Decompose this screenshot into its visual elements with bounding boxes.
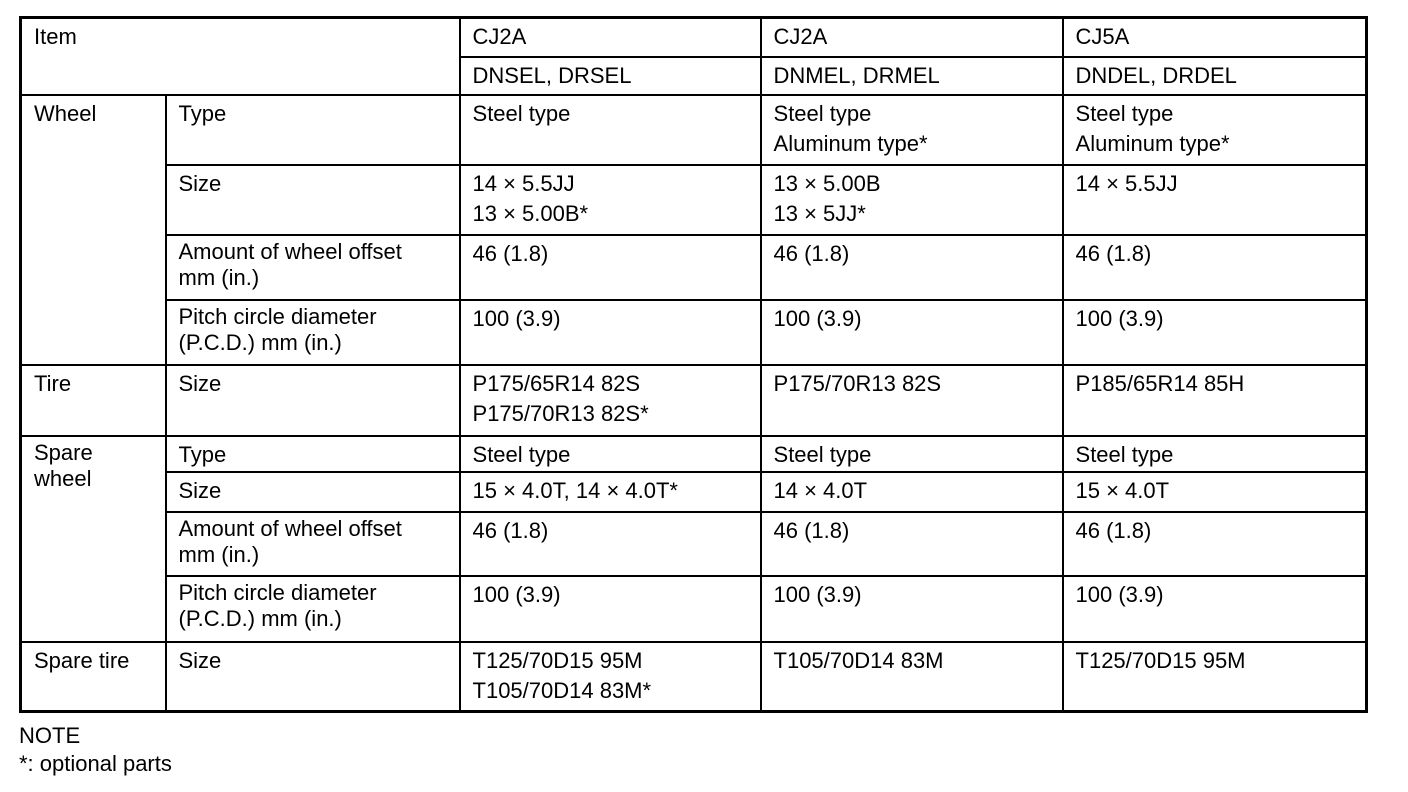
value-cell	[460, 95, 761, 165]
value-line: 13 × 5JJ*	[773, 201, 866, 227]
value-line: 100 (3.9)	[1075, 581, 1164, 607]
spare-wheel-pcd-label: Pitch circle diameter	[178, 579, 377, 605]
wheel-group-cell	[21, 95, 166, 365]
wheel-offset-label: Amount of wheel offset	[178, 239, 402, 265]
value-cell	[460, 365, 761, 436]
value-cell	[1063, 642, 1367, 711]
value-cell	[460, 235, 761, 299]
spare-tire-size-row	[21, 642, 1367, 711]
wheel-size-label: Size	[178, 171, 222, 197]
wheel-type-row	[21, 95, 1367, 165]
wheel-size-row	[21, 165, 1367, 235]
value-cell	[761, 642, 1063, 711]
header-model-cell	[761, 18, 1063, 57]
header-codes-1: DNSEL, DRSEL	[472, 62, 632, 88]
value-line: Steel type	[773, 100, 872, 126]
note-title: NOTE	[19, 723, 81, 748]
value-line: 100 (3.9)	[773, 305, 862, 331]
wheel-pcd-row	[21, 300, 1367, 365]
header-item-label: Item	[34, 24, 77, 49]
tire-group-cell	[21, 365, 166, 436]
spare-wheel-size-row	[21, 472, 1367, 511]
spare-wheel-offset-label: Amount of wheel offset	[178, 515, 402, 541]
wheel-type-label: Type	[178, 100, 227, 126]
header-model-2: CJ2A	[773, 24, 828, 49]
value-line: 46 (1.8)	[472, 517, 549, 543]
value-cell	[761, 165, 1063, 235]
value-line: P185/65R14 85H	[1075, 370, 1245, 396]
value-line: Steel type	[1075, 442, 1174, 468]
row-label-cell	[166, 235, 460, 299]
value-line: 14 × 5.5JJ	[1075, 171, 1178, 197]
value-line: P175/70R13 82S*	[472, 400, 649, 426]
value-cell	[1063, 365, 1367, 436]
header-item-cell	[21, 18, 460, 95]
value-line: 100 (3.9)	[773, 581, 862, 607]
value-line: 100 (3.9)	[1075, 305, 1164, 331]
value-cell	[460, 642, 761, 711]
header-model-cell	[460, 18, 761, 57]
row-label-cell	[166, 95, 460, 165]
value-line: Steel type	[472, 100, 571, 126]
spare-tire-group-label: Spare tire	[34, 648, 130, 674]
value-cell	[460, 512, 761, 576]
value-cell	[1063, 472, 1367, 511]
value-cell	[761, 512, 1063, 576]
row-label-cell	[166, 436, 460, 472]
value-cell	[1063, 300, 1367, 365]
wheel-group-label: Wheel	[34, 100, 97, 126]
value-line: P175/70R13 82S	[773, 370, 942, 396]
value-cell	[761, 576, 1063, 642]
value-cell	[1063, 512, 1367, 576]
spare-wheel-group-cell	[21, 436, 166, 642]
value-line: T105/70D14 83M*	[472, 678, 652, 704]
value-cell	[460, 576, 761, 642]
header-row-model	[21, 18, 1367, 57]
value-line: 46 (1.8)	[773, 241, 850, 267]
header-codes-cell	[761, 57, 1063, 95]
value-line: 100 (3.9)	[472, 581, 561, 607]
value-cell	[761, 235, 1063, 299]
row-label-cell	[166, 642, 460, 711]
spare-tire-group-cell	[21, 642, 166, 711]
value-cell	[460, 472, 761, 511]
value-line: 46 (1.8)	[1075, 517, 1152, 543]
value-cell	[761, 300, 1063, 365]
value-cell	[1063, 576, 1367, 642]
value-line: 46 (1.8)	[773, 517, 850, 543]
header-codes-2: DNMEL, DRMEL	[773, 62, 940, 88]
value-line: Steel type	[1075, 100, 1174, 126]
spare-wheel-offset-row	[21, 512, 1367, 576]
value-line: Aluminum type*	[773, 130, 928, 156]
value-cell	[460, 165, 761, 235]
value-line: 14 × 5.5JJ	[472, 171, 575, 197]
value-cell	[761, 472, 1063, 511]
value-line: 13 × 5.00B*	[472, 201, 589, 227]
note-text: *: optional parts	[19, 751, 172, 776]
header-model-3: CJ5A	[1075, 24, 1130, 49]
value-cell	[460, 300, 761, 365]
value-line: 46 (1.8)	[472, 241, 549, 267]
row-label-cell	[166, 300, 460, 365]
value-line: 100 (3.9)	[472, 305, 561, 331]
value-cell	[761, 95, 1063, 165]
footnote	[19, 722, 172, 778]
value-cell	[1063, 95, 1367, 165]
value-cell	[460, 436, 761, 472]
header-model-1: CJ2A	[472, 24, 527, 49]
spare-wheel-type-label: Type	[178, 442, 227, 468]
value-cell	[1063, 436, 1367, 472]
header-codes-cell	[1063, 57, 1367, 95]
tire-size-label: Size	[178, 370, 222, 396]
row-label-cell	[166, 365, 460, 436]
wheel-pcd-unit: (P.C.D.) mm (in.)	[178, 329, 342, 355]
value-line: 15 × 4.0T, 14 × 4.0T*	[472, 478, 678, 504]
value-line: Steel type	[773, 442, 872, 468]
wheel-tire-spec-table	[19, 16, 1368, 713]
header-codes-cell	[460, 57, 761, 95]
value-cell	[761, 436, 1063, 472]
value-line: T125/70D15 95M	[1075, 648, 1246, 674]
value-line: Aluminum type*	[1075, 130, 1230, 156]
tire-size-row	[21, 365, 1367, 436]
row-label-cell	[166, 165, 460, 235]
row-label-cell	[166, 576, 460, 642]
value-line: 14 × 4.0T	[773, 478, 868, 504]
value-line: 15 × 4.0T	[1075, 478, 1170, 504]
spare-wheel-type-row	[21, 436, 1367, 472]
value-cell	[1063, 235, 1367, 299]
header-codes-3: DNDEL, DRDEL	[1075, 62, 1237, 88]
spare-wheel-offset-unit: mm (in.)	[178, 541, 260, 567]
value-cell	[1063, 165, 1367, 235]
value-cell	[761, 365, 1063, 436]
row-label-cell	[166, 472, 460, 511]
value-line: P175/65R14 82S	[472, 370, 641, 396]
header-model-cell	[1063, 18, 1367, 57]
spare-wheel-pcd-row	[21, 576, 1367, 642]
wheel-offset-row	[21, 235, 1367, 299]
spare-wheel-group-label: Spare	[34, 440, 93, 466]
spare-wheel-group-label-2: wheel	[34, 466, 92, 492]
row-label-cell	[166, 512, 460, 576]
value-line: 46 (1.8)	[1075, 241, 1152, 267]
spare-tire-size-label: Size	[178, 648, 222, 674]
spare-wheel-pcd-unit: (P.C.D.) mm (in.)	[178, 605, 342, 631]
spare-wheel-size-label: Size	[178, 478, 222, 504]
value-line: 13 × 5.00B	[773, 171, 881, 197]
value-line: T125/70D15 95M	[472, 648, 643, 674]
value-line: T105/70D14 83M	[773, 648, 944, 674]
wheel-pcd-label: Pitch circle diameter	[178, 303, 377, 329]
tire-group-label: Tire	[34, 370, 72, 396]
wheel-offset-unit: mm (in.)	[178, 265, 260, 291]
value-line: Steel type	[472, 442, 571, 468]
